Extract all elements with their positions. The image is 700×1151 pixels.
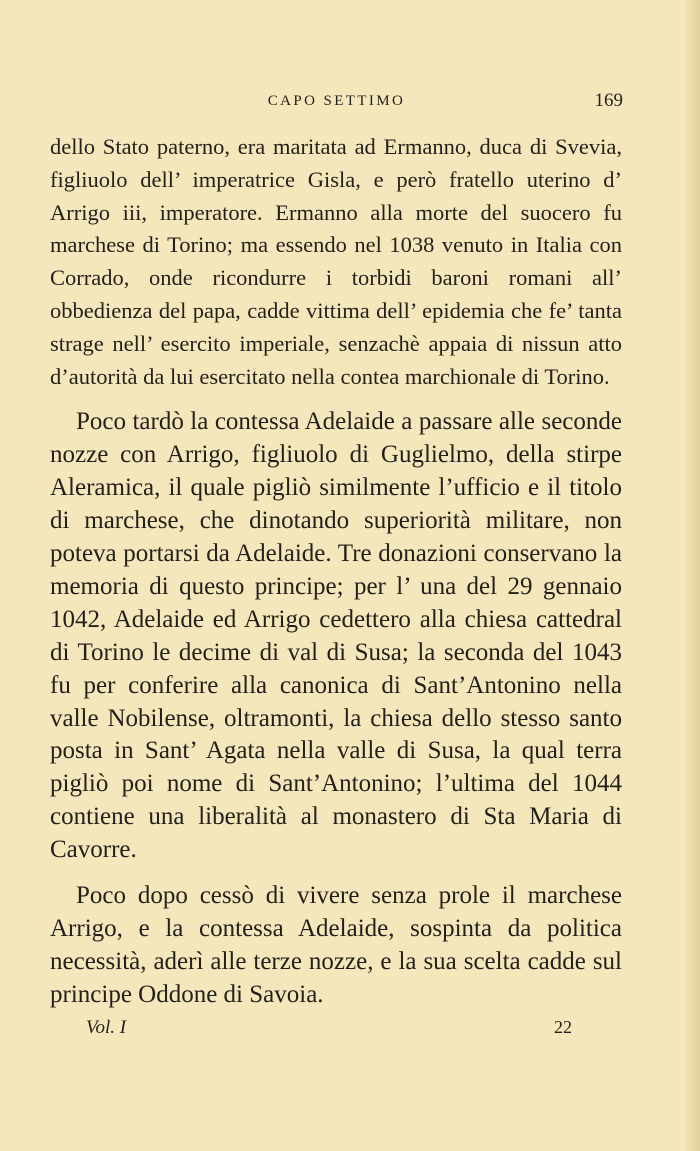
body-text (50, 131, 622, 1012)
paragraph-1: dello Stato paterno, era maritata ad Ermanno, duca di Svevia, figliuolo dell’ imperatrice Gisla, e però fratello uterino d’ Arrigo iii, imperatore. Ermanno alla morte del suocero fu marchese di Torino; ma essendo nel 1038 venuto in Italia con Corrado, onde ricondurre i torbidi baroni romani all’ obbedienza del papa, cadde vittima dell’ epidemia che fe’ tanta strage nell’ esercito imperiale, senzachè appaia di nissun atto d’autorità da lui esercitato nella contea marchionale di Torino. (50, 134, 622, 389)
running-head: CAPO SETTIMO (267, 93, 406, 109)
paragraph-2: Poco tardò la contessa Adelaide a passare alle seconde nozze con Arrigo, figliuolo di Guglielmo, della stirpe Aleramica, il quale pigliò similmente l’ufficio e il titolo di marchese, che dinotando superiorità militare, non poteva portarsi da Adelaide. Tre donazioni conservano la memoria di questo principe; per l’ una del 29 gennaio 1042, Adelaide ed Arrigo cedettero alla chiesa cattedral di Torino le decime di val di Susa; la seconda del 1043 fu per conferire alla canonica di Sant’Antonino nella valle Nobilense, oltramonti, la chiesa dello stesso santo posta in Sant’ Agata nella valle di Susa, la qual terra pigliò poi nome di Sant’Antonino; l’ultima del 1044 contiene una liberalità al monastero di Sta Maria di Cavorre. (50, 408, 622, 864)
page-header (50, 88, 623, 114)
signature-mark: 22 (554, 1017, 572, 1037)
page-edge (686, 0, 700, 1151)
paragraph-3: Poco dopo cessò di vivere senza prole il marchese Arrigo, e la contessa Adelaide, sospinta da politica necessità, aderì alle terze nozze, e la sua scelta cadde sul principe Oddone di Savoia. (50, 882, 622, 1008)
page-footer (86, 1017, 572, 1041)
page-number: 169 (594, 90, 623, 111)
volume-label: Vol. I (86, 1017, 127, 1038)
